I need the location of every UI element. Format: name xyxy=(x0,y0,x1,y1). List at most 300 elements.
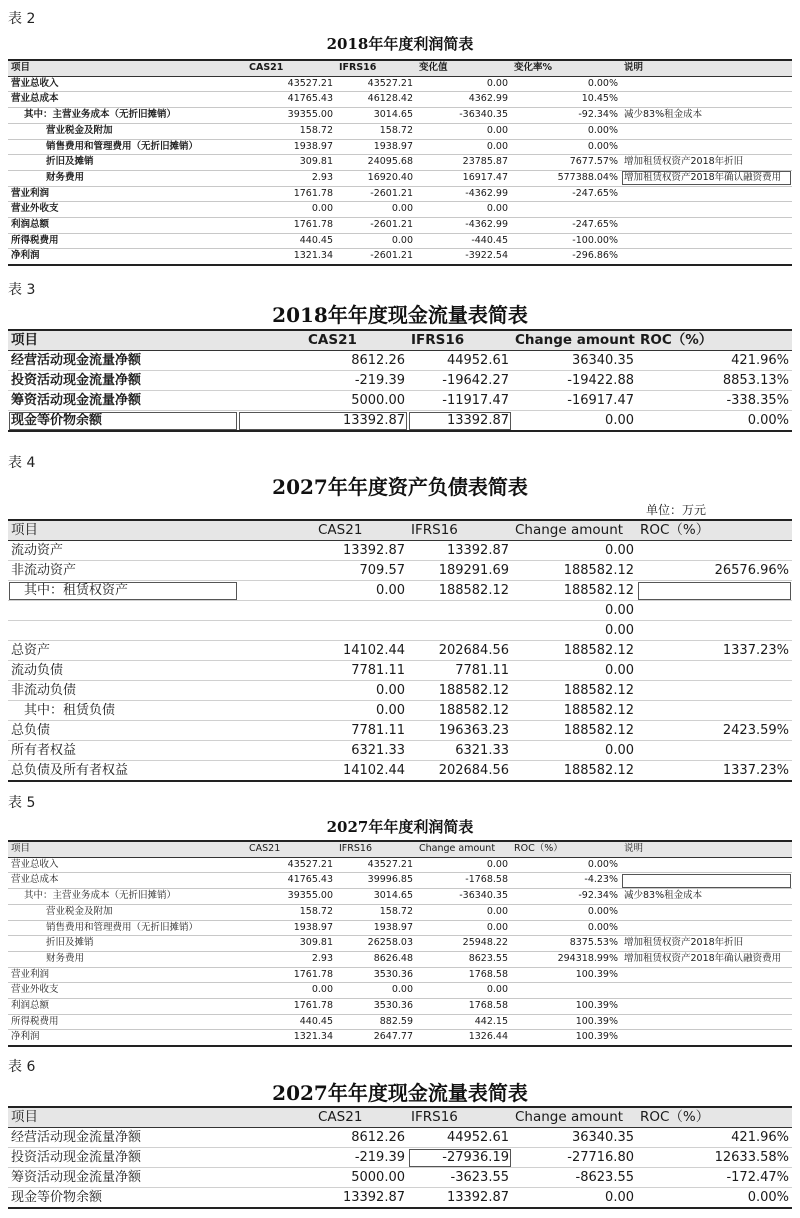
t6-row xyxy=(8,1128,792,1148)
t5-cell-name: 净利润 xyxy=(8,1030,246,1046)
t3-row xyxy=(8,391,792,411)
t2-cell-note xyxy=(621,139,792,155)
t3-cell-cas: 8612.26 xyxy=(238,351,408,371)
t5-cell-ifrs: 0.00 xyxy=(336,983,416,999)
t4-cell-roc xyxy=(637,621,792,641)
t3-cell-cas: 13392.87 xyxy=(238,411,408,432)
t6-cell-ifrs: 44952.61 xyxy=(408,1128,512,1148)
t5-cell-roc: -92.34% xyxy=(511,889,621,905)
t6-cell-chg: -27716.80 xyxy=(512,1148,637,1168)
t3-row xyxy=(8,351,792,371)
t3-cell-cas: -219.39 xyxy=(238,371,408,391)
t4-cell-chg: 188582.12 xyxy=(512,681,637,701)
t2-cell-cas: 0.00 xyxy=(246,202,336,218)
t4-cell-name: 总负债及所有者权益 xyxy=(8,761,238,782)
t5-cell-ifrs: 1938.97 xyxy=(336,920,416,936)
t6-cell-cas: 13392.87 xyxy=(238,1188,408,1209)
table5-header-ifrs: IFRS16 xyxy=(336,841,416,857)
table3-header-item: 项目 xyxy=(8,330,238,351)
t6-cell-name: 经营活动现金流量净额 xyxy=(8,1128,238,1148)
t3-cell-roc: -338.35% xyxy=(637,391,792,411)
table4-header-ifrs: IFRS16 xyxy=(408,520,512,541)
table6-title: 2027年年度现金流量表简表 xyxy=(272,1081,528,1105)
t5-cell-chg: 0.00 xyxy=(416,857,511,873)
table2-header-row xyxy=(8,60,792,76)
t5-row xyxy=(8,889,792,905)
table3-header-change: Change amount xyxy=(512,330,637,351)
table6-header-change: Change amount xyxy=(512,1107,637,1128)
t5-cell-ifrs: 8626.48 xyxy=(336,951,416,967)
t5-cell-chg: 442.15 xyxy=(416,1014,511,1030)
t5-cell-chg: -1768.58 xyxy=(416,873,511,889)
t4-cell-cas xyxy=(238,621,408,641)
t5-cell-name: 营业利润 xyxy=(8,967,246,983)
t2-cell-note xyxy=(621,186,792,202)
t5-cell-cas: 1938.97 xyxy=(246,920,336,936)
t4-cell-name: 流动资产 xyxy=(8,541,238,561)
t3-cell-ifrs: -19642.27 xyxy=(408,371,512,391)
t6-cell-chg: 36340.35 xyxy=(512,1128,637,1148)
t2-cell-chg: 4362.99 xyxy=(416,92,511,108)
t5-cell-note: 增加租赁权资产2018年折旧 xyxy=(621,936,792,952)
t4-cell-cas: 14102.44 xyxy=(238,761,408,782)
t6-cell-chg: -8623.55 xyxy=(512,1168,637,1188)
t5-row xyxy=(8,857,792,873)
table3-header-roc: ROC（%） xyxy=(637,330,792,351)
t2-cell-cas: 1938.97 xyxy=(246,139,336,155)
t4-cell-roc: 1337.23% xyxy=(637,641,792,661)
table3-header-ifrs: IFRS16 xyxy=(408,330,512,351)
t3-cell-chg: -16917.47 xyxy=(512,391,637,411)
t5-cell-roc xyxy=(511,983,621,999)
t2-cell-roc: 0.00% xyxy=(511,139,621,155)
t6-cell-ifrs: -3623.55 xyxy=(408,1168,512,1188)
t5-row xyxy=(8,936,792,952)
t4-row xyxy=(8,621,792,641)
t2-cell-cas: 41765.43 xyxy=(246,92,336,108)
t4-cell-chg: 188582.12 xyxy=(512,721,637,741)
t6-row xyxy=(8,1168,792,1188)
t5-cell-cas: 0.00 xyxy=(246,983,336,999)
t3-cell-chg: 0.00 xyxy=(512,411,637,432)
t3-row xyxy=(8,371,792,391)
t2-cell-ifrs: -2601.21 xyxy=(336,249,416,265)
t2-cell-ifrs: 0.00 xyxy=(336,202,416,218)
t2-cell-roc: 10.45% xyxy=(511,92,621,108)
t6-row xyxy=(8,1148,792,1168)
t5-cell-note xyxy=(621,1030,792,1046)
table4-label: 表 4 xyxy=(8,455,36,471)
table3-title: 2018年年度现金流量表简表 xyxy=(272,303,528,327)
t5-cell-ifrs: 3530.36 xyxy=(336,999,416,1015)
table4-unit: 单位：万元 xyxy=(646,503,707,517)
t5-cell-roc: 294318.99% xyxy=(511,951,621,967)
t3-cell-name: 现金等价物余额 xyxy=(8,411,238,432)
t3-cell-chg: 36340.35 xyxy=(512,351,637,371)
t4-cell-ifrs: 188582.12 xyxy=(408,681,512,701)
t3-cell-ifrs: -11917.47 xyxy=(408,391,512,411)
t2-cell-name: 其中：主营业务成本（无折旧摊销） xyxy=(8,108,246,124)
t6-cell-roc: 12633.58% xyxy=(637,1148,792,1168)
table3-label: 表 3 xyxy=(8,282,36,298)
t4-cell-roc xyxy=(637,661,792,681)
t4-cell-cas: 6321.33 xyxy=(238,741,408,761)
t2-cell-note xyxy=(621,233,792,249)
t4-row xyxy=(8,681,792,701)
t4-cell-roc xyxy=(637,681,792,701)
t2-cell-roc: -100.00% xyxy=(511,233,621,249)
t3-cell-chg: -19422.88 xyxy=(512,371,637,391)
t6-cell-name: 现金等价物余额 xyxy=(8,1188,238,1209)
t4-cell-roc xyxy=(637,601,792,621)
t2-cell-ifrs: 43527.21 xyxy=(336,76,416,92)
table6-label: 表 6 xyxy=(8,1059,36,1075)
t6-cell-ifrs: 13392.87 xyxy=(408,1188,512,1209)
t2-cell-roc: 0.00% xyxy=(511,76,621,92)
t2-cell-roc: 0.00% xyxy=(511,123,621,139)
t2-cell-cas: 309.81 xyxy=(246,155,336,171)
t5-cell-name: 营业总收入 xyxy=(8,857,246,873)
t4-cell-ifrs: 188582.12 xyxy=(408,701,512,721)
t2-cell-cas: 1321.34 xyxy=(246,249,336,265)
t5-cell-cas: 43527.21 xyxy=(246,857,336,873)
t2-cell-name: 营业利润 xyxy=(8,186,246,202)
t4-cell-roc xyxy=(637,541,792,561)
t5-cell-name: 所得税费用 xyxy=(8,1014,246,1030)
table2-header-cas: CAS21 xyxy=(246,60,336,76)
t6-row xyxy=(8,1188,792,1209)
t6-cell-roc: -172.47% xyxy=(637,1168,792,1188)
t2-cell-ifrs: 16920.40 xyxy=(336,170,416,186)
t2-row xyxy=(8,249,792,265)
t5-cell-ifrs: 2647.77 xyxy=(336,1030,416,1046)
t5-cell-note xyxy=(621,920,792,936)
t5-cell-name: 销售费用和管理费用（无折旧摊销） xyxy=(8,920,246,936)
table5-header-cas: CAS21 xyxy=(246,841,336,857)
t4-cell-name: 所有者权益 xyxy=(8,741,238,761)
table5-header-row xyxy=(8,841,792,857)
table3-header-row xyxy=(8,330,792,351)
t4-cell-cas: 0.00 xyxy=(238,701,408,721)
t4-cell-roc: 26576.96% xyxy=(637,561,792,581)
table5-header-roc: ROC（%） xyxy=(511,841,621,857)
t5-cell-cas: 2.93 xyxy=(246,951,336,967)
t4-cell-name: 其中：租赁权资产 xyxy=(8,581,238,601)
t2-cell-name: 财务费用 xyxy=(8,170,246,186)
table4-header-roc: ROC（%） xyxy=(637,520,792,541)
t5-cell-chg: 1768.58 xyxy=(416,999,511,1015)
t5-cell-chg: 25948.22 xyxy=(416,936,511,952)
t4-cell-ifrs: 7781.11 xyxy=(408,661,512,681)
t2-cell-roc: -247.65% xyxy=(511,218,621,234)
t4-cell-cas: 14102.44 xyxy=(238,641,408,661)
t4-cell-roc xyxy=(637,701,792,721)
t5-cell-note xyxy=(621,873,792,889)
t4-cell-cas xyxy=(238,601,408,621)
t4-cell-chg: 0.00 xyxy=(512,661,637,681)
table4 xyxy=(8,519,792,782)
t5-cell-cas: 1761.78 xyxy=(246,999,336,1015)
t5-cell-roc: 100.39% xyxy=(511,1014,621,1030)
t4-cell-roc xyxy=(637,581,792,601)
t5-cell-cas: 1761.78 xyxy=(246,967,336,983)
t5-cell-note xyxy=(621,857,792,873)
t4-row xyxy=(8,641,792,661)
t4-row xyxy=(8,741,792,761)
t5-row xyxy=(8,904,792,920)
t4-cell-name xyxy=(8,601,238,621)
t5-cell-name: 营业外收支 xyxy=(8,983,246,999)
t2-cell-ifrs: 158.72 xyxy=(336,123,416,139)
table5-header-change: Change amount xyxy=(416,841,511,857)
t3-cell-roc: 0.00% xyxy=(637,411,792,432)
t4-cell-chg: 0.00 xyxy=(512,621,637,641)
t2-cell-ifrs: 1938.97 xyxy=(336,139,416,155)
t2-cell-cas: 1761.78 xyxy=(246,218,336,234)
table6-header-row xyxy=(8,1107,792,1128)
t2-cell-chg: 23785.87 xyxy=(416,155,511,171)
t3-cell-name: 经营活动现金流量净额 xyxy=(8,351,238,371)
t4-row xyxy=(8,581,792,601)
table2-header-note: 说明 xyxy=(621,60,792,76)
t4-cell-ifrs: 189291.69 xyxy=(408,561,512,581)
t2-cell-note xyxy=(621,249,792,265)
t2-cell-note: 减少83%租金成本 xyxy=(621,108,792,124)
t2-cell-ifrs: 0.00 xyxy=(336,233,416,249)
t4-cell-roc xyxy=(637,741,792,761)
table2-header-rate: 变化率% xyxy=(511,60,621,76)
t2-cell-ifrs: -2601.21 xyxy=(336,218,416,234)
t3-cell-cas: 5000.00 xyxy=(238,391,408,411)
t5-cell-ifrs: 26258.03 xyxy=(336,936,416,952)
t2-row xyxy=(8,92,792,108)
t5-row xyxy=(8,999,792,1015)
t2-cell-chg: 0.00 xyxy=(416,139,511,155)
t2-cell-note: 增加租赁权资产2018年折旧 xyxy=(621,155,792,171)
t2-cell-chg: 0.00 xyxy=(416,202,511,218)
t2-cell-chg: -36340.35 xyxy=(416,108,511,124)
t2-row xyxy=(8,108,792,124)
t4-cell-name: 其中：租赁负债 xyxy=(8,701,238,721)
t4-cell-roc: 2423.59% xyxy=(637,721,792,741)
table5-label: 表 5 xyxy=(8,795,36,811)
t2-cell-name: 所得税费用 xyxy=(8,233,246,249)
table2-label: 表 2 xyxy=(8,11,36,27)
table6-header-ifrs: IFRS16 xyxy=(408,1107,512,1128)
t4-cell-ifrs: 13392.87 xyxy=(408,541,512,561)
t5-cell-note xyxy=(621,983,792,999)
table5-header-note: 说明 xyxy=(621,841,792,857)
t2-cell-roc: -92.34% xyxy=(511,108,621,124)
t2-cell-chg: 16917.47 xyxy=(416,170,511,186)
t5-row xyxy=(8,967,792,983)
t4-cell-cas: 7781.11 xyxy=(238,721,408,741)
t2-row xyxy=(8,202,792,218)
t4-cell-ifrs xyxy=(408,621,512,641)
t2-cell-roc: 577388.04% xyxy=(511,170,621,186)
t2-cell-roc: -247.65% xyxy=(511,186,621,202)
t4-row xyxy=(8,761,792,782)
t4-cell-cas: 709.57 xyxy=(238,561,408,581)
table4-header-change: Change amount xyxy=(512,520,637,541)
t2-cell-chg: -440.45 xyxy=(416,233,511,249)
t5-cell-chg: 1326.44 xyxy=(416,1030,511,1046)
t2-cell-chg: -3922.54 xyxy=(416,249,511,265)
t4-cell-chg: 188582.12 xyxy=(512,561,637,581)
t2-cell-name: 折旧及摊销 xyxy=(8,155,246,171)
t5-cell-chg: 0.00 xyxy=(416,983,511,999)
t5-cell-name: 其中：主营业务成本（无折旧摊销） xyxy=(8,889,246,905)
t5-cell-roc: 100.39% xyxy=(511,999,621,1015)
t5-cell-name: 财务费用 xyxy=(8,951,246,967)
t3-cell-ifrs: 13392.87 xyxy=(408,411,512,432)
t2-cell-roc: 7677.57% xyxy=(511,155,621,171)
t5-cell-cas: 41765.43 xyxy=(246,873,336,889)
t5-cell-name: 营业总成本 xyxy=(8,873,246,889)
t4-cell-name: 非流动负债 xyxy=(8,681,238,701)
t2-cell-ifrs: 24095.68 xyxy=(336,155,416,171)
t2-row xyxy=(8,170,792,186)
t5-cell-ifrs: 43527.21 xyxy=(336,857,416,873)
t5-row xyxy=(8,920,792,936)
t2-cell-name: 营业外收支 xyxy=(8,202,246,218)
table2-header-item: 项目 xyxy=(8,60,246,76)
table5 xyxy=(8,840,792,1047)
t4-cell-ifrs: 202684.56 xyxy=(408,641,512,661)
t5-cell-ifrs: 39996.85 xyxy=(336,873,416,889)
t3-cell-roc: 8853.13% xyxy=(637,371,792,391)
t2-cell-note xyxy=(621,76,792,92)
t6-cell-name: 投资活动现金流量净额 xyxy=(8,1148,238,1168)
t4-cell-cas: 7781.11 xyxy=(238,661,408,681)
t2-cell-cas: 43527.21 xyxy=(246,76,336,92)
t4-cell-chg: 0.00 xyxy=(512,541,637,561)
t5-cell-roc: 100.39% xyxy=(511,967,621,983)
table4-header-row xyxy=(8,520,792,541)
table4-header-cas: CAS21 xyxy=(238,520,408,541)
t2-cell-cas: 2.93 xyxy=(246,170,336,186)
t5-cell-chg: 0.00 xyxy=(416,904,511,920)
t5-cell-cas: 158.72 xyxy=(246,904,336,920)
t5-cell-cas: 39355.00 xyxy=(246,889,336,905)
t4-cell-chg: 0.00 xyxy=(512,741,637,761)
t4-row xyxy=(8,661,792,681)
t2-cell-ifrs: -2601.21 xyxy=(336,186,416,202)
table6-header-cas: CAS21 xyxy=(238,1107,408,1128)
t2-cell-roc: -296.86% xyxy=(511,249,621,265)
t5-cell-roc: 8375.53% xyxy=(511,936,621,952)
table5-title: 2027年年度利润简表 xyxy=(326,818,474,836)
t6-cell-roc: 421.96% xyxy=(637,1128,792,1148)
t2-cell-name: 利润总额 xyxy=(8,218,246,234)
t5-cell-roc: 0.00% xyxy=(511,857,621,873)
t3-cell-roc: 421.96% xyxy=(637,351,792,371)
t2-cell-note: 增加租赁权资产2018年确认融资费用 xyxy=(621,170,792,186)
t4-row xyxy=(8,561,792,581)
t5-row xyxy=(8,873,792,889)
table3-header-cas: CAS21 xyxy=(238,330,408,351)
table4-title: 2027年年度资产负债表简表 xyxy=(272,475,528,499)
t2-cell-note xyxy=(621,123,792,139)
t2-cell-name: 营业总收入 xyxy=(8,76,246,92)
t5-cell-ifrs: 3530.36 xyxy=(336,967,416,983)
t5-cell-ifrs: 3014.65 xyxy=(336,889,416,905)
t4-cell-chg: 0.00 xyxy=(512,601,637,621)
t4-cell-name: 总资产 xyxy=(8,641,238,661)
t6-cell-cas: 5000.00 xyxy=(238,1168,408,1188)
t5-cell-note: 增加租赁权资产2018年确认融资费用 xyxy=(621,951,792,967)
t4-cell-cas: 0.00 xyxy=(238,681,408,701)
t2-row xyxy=(8,139,792,155)
t5-cell-ifrs: 882.59 xyxy=(336,1014,416,1030)
t4-cell-name xyxy=(8,621,238,641)
t4-cell-chg: 188582.12 xyxy=(512,761,637,782)
t5-cell-note: 减少83%租金成本 xyxy=(621,889,792,905)
table2-header-change: 变化值 xyxy=(416,60,511,76)
table4-header-item: 项目 xyxy=(8,520,238,541)
t5-cell-chg: 8623.55 xyxy=(416,951,511,967)
t5-row xyxy=(8,951,792,967)
t4-cell-chg: 188582.12 xyxy=(512,641,637,661)
t6-cell-cas: -219.39 xyxy=(238,1148,408,1168)
t5-cell-name: 折旧及摊销 xyxy=(8,936,246,952)
table2-header-ifrs: IFRS16 xyxy=(336,60,416,76)
t4-cell-ifrs xyxy=(408,601,512,621)
t2-row xyxy=(8,155,792,171)
t6-cell-name: 筹资活动现金流量净额 xyxy=(8,1168,238,1188)
t5-cell-cas: 1321.34 xyxy=(246,1030,336,1046)
t5-cell-note xyxy=(621,904,792,920)
t2-row xyxy=(8,123,792,139)
t2-cell-cas: 1761.78 xyxy=(246,186,336,202)
table6-header-roc: ROC（%） xyxy=(637,1107,792,1128)
t6-cell-ifrs: -27936.19 xyxy=(408,1148,512,1168)
t2-cell-chg: -4362.99 xyxy=(416,186,511,202)
t2-cell-ifrs: 3014.65 xyxy=(336,108,416,124)
t4-cell-ifrs: 202684.56 xyxy=(408,761,512,782)
t5-cell-chg: 0.00 xyxy=(416,920,511,936)
table2 xyxy=(8,59,792,266)
t4-row xyxy=(8,601,792,621)
t5-cell-cas: 309.81 xyxy=(246,936,336,952)
t5-cell-chg: 1768.58 xyxy=(416,967,511,983)
t4-cell-cas: 13392.87 xyxy=(238,541,408,561)
t2-cell-ifrs: 46128.42 xyxy=(336,92,416,108)
t5-cell-note xyxy=(621,967,792,983)
t2-cell-chg: 0.00 xyxy=(416,76,511,92)
t2-cell-cas: 39355.00 xyxy=(246,108,336,124)
t5-row xyxy=(8,1030,792,1046)
t2-cell-name: 净利润 xyxy=(8,249,246,265)
t4-cell-ifrs: 6321.33 xyxy=(408,741,512,761)
t5-cell-name: 营业税金及附加 xyxy=(8,904,246,920)
table2-title: 2018年年度利润简表 xyxy=(326,35,474,53)
t2-cell-name: 销售费用和管理费用（无折旧摊销） xyxy=(8,139,246,155)
t5-cell-chg: -36340.35 xyxy=(416,889,511,905)
t5-cell-cas: 440.45 xyxy=(246,1014,336,1030)
t5-row xyxy=(8,1014,792,1030)
t4-cell-chg: 188582.12 xyxy=(512,581,637,601)
t2-cell-note xyxy=(621,218,792,234)
t4-cell-ifrs: 196363.23 xyxy=(408,721,512,741)
t2-cell-cas: 440.45 xyxy=(246,233,336,249)
t2-row xyxy=(8,76,792,92)
table6-header-item: 项目 xyxy=(8,1107,238,1128)
t5-cell-name: 利润总额 xyxy=(8,999,246,1015)
t2-cell-name: 营业总成本 xyxy=(8,92,246,108)
t2-row xyxy=(8,218,792,234)
table3 xyxy=(8,329,792,432)
